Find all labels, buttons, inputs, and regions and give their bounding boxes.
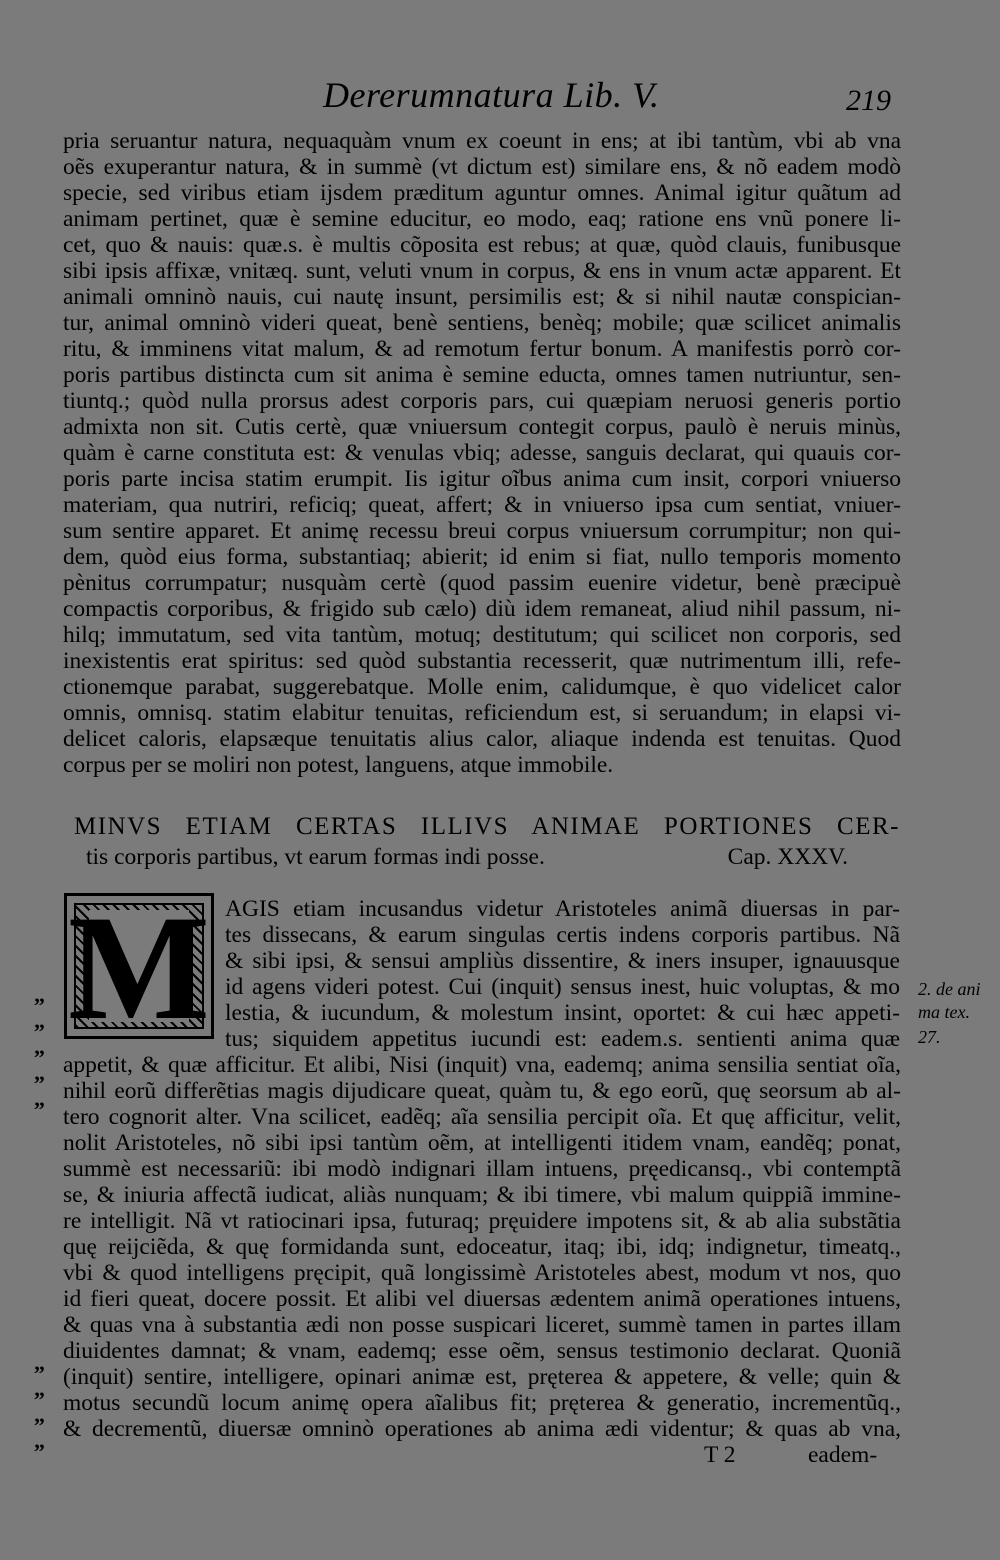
margin-note-line: ma tex. — [918, 1002, 970, 1022]
text-line: omnis, omnisq. statim elabitur tenuitas, reficiendum est, si seruandum; in elapsi vi- — [63, 700, 901, 726]
quote-mark: „ — [34, 1376, 45, 1401]
chapter-label: Cap. XXXV. — [727, 844, 848, 870]
text-line: sibi ipsis affixæ, vnitæq. sunt, veluti vnum in corpus, & ens in vnum actæ apparent. Et — [63, 258, 901, 284]
text-line: poris partibus distincta cum sit anima è semine educta, omnes tamen nutriuntur, sen- — [63, 362, 901, 388]
drop-cap — [64, 885, 214, 1051]
text-line: admixta non sit. Cutis certè, quæ vniuersum contegit corpus, paulò è neruis minùs, — [63, 414, 901, 440]
text-line: motus secundũ locum animę opera aĩalibus fit; pręterea & generatio, incrementũq., — [63, 1390, 901, 1416]
text-line: vbi & quod intelligens pręcipit, quã longissimè Aristoteles abest, modum vt nos, quo — [63, 1260, 901, 1286]
chapter-subheading-text: tis corporis partibus, vt earum formas indi posse. — [86, 844, 545, 870]
quote-mark: „ — [34, 1402, 45, 1427]
quote-mark: „ — [34, 1350, 45, 1375]
text-line: specie, sed viribus etiam ijsdem præditum aguntur omnes. Animal igitur quãtum ad — [63, 180, 901, 206]
text-line: poris parte incisa statim erumpit. Iis igitur oĩbus anima cum insit, corpori vniuerso — [63, 466, 901, 492]
running-header — [0, 74, 1000, 117]
text-line: tes dissecans, & earum singulas certis indens corporis partibus. Nã — [225, 922, 900, 948]
text-line: ctionemque parabat, suggerebatque. Molle enim, calidumque, è quo videlicet calor — [63, 674, 901, 700]
text-line: animam pertinet, quæ è semine educitur, eo modo, eaq; ratione ens vnũ ponere li- — [63, 206, 901, 232]
text-line: & quas vna à substantia ædi non posse suspicari liceret, summè tamen in partes illam — [63, 1312, 901, 1338]
text-line: cet, quo & nauis: quæ.s. è multis cõposita est rebus; at quæ, quòd clauis, funibusque — [63, 232, 901, 258]
chapter-heading: MINVS ETIAM CERTAS ILLIVS ANIMAE PORTIONES CER- — [74, 813, 900, 840]
text-line: oẽs exuperantur natura, & in summè (vt dictum est) similare ens, & nõ eadem modò — [63, 154, 901, 180]
quote-mark: „ — [34, 1034, 45, 1059]
quote-mark: „ — [34, 982, 45, 1007]
text-line: AGIS etiam incusandus videtur Aristoteles animã diuersas in par- — [225, 896, 900, 922]
text-line: appetit, & quæ afficitur. Et alibi, Nisi (inquit) vna, eademq; anima sensilia sentiat oĩa, — [63, 1052, 901, 1078]
quote-mark: „ — [34, 1008, 45, 1033]
text-line: tus; siquidem appetitus iucundi est: eadem.s. sentienti anima quæ — [225, 1026, 900, 1052]
text-line: quàm è carne constituta est: & venulas vbiq; adesse, sanguis declarat, qui quauis cor- — [63, 440, 901, 466]
catchword: eadem- — [808, 1442, 878, 1468]
text-line: ritu, & imminens vitat malum, & ad remotum fertur bonum. A manifestis porrò cor- — [63, 336, 901, 362]
text-line: dem, quòd eius forma, substantiaq; abierit; id enim si fiat, nullo temporis momento — [63, 544, 901, 570]
text-line: & decrementũ, diuersæ omninò operationes ab anima ædi videntur; & quas ab vna, — [63, 1416, 901, 1442]
text-line: re intelligit. Nã vt ratiocinari ipsa, futuraq; pręuidere impotens sit, & ab alia substãtia — [63, 1208, 901, 1234]
quote-mark: „ — [34, 1086, 45, 1111]
text-line: inexistentis erat spiritus: sed quòd substantia recesserit, quæ nutrimentum illi, refe- — [63, 648, 901, 674]
drop-cap-letter: M — [68, 885, 210, 1051]
text-line: tur, animal omninò videri queat, benè sentiens, benèq; mobile; quæ scilicet animalis — [63, 310, 901, 336]
signature-mark: T 2 — [704, 1442, 736, 1468]
text-line: tero cognorit alter. Vna scilicet, eadẽq; aĩa sensilia percipit oĩa. Et quę afficitur, velit, — [63, 1104, 901, 1130]
text-line: & sibi ipsi, & sensui ampliùs dissentire, & iners insuper, ignauusque — [225, 948, 900, 974]
text-line: se, & iniuria affectã iudicat, aliàs nunquam; & ibi timere, vbi malum quippiã immine- — [63, 1182, 901, 1208]
text-line: animali omninò nauis, cui nautę insunt, persimilis est; & si nihil nautæ conspician- — [63, 284, 901, 310]
text-line: nihil eorũ differẽtias magis dijudicare queat, quàm tu, & ego eorũ, quę seorsum ab al- — [63, 1078, 901, 1104]
margin-note-line: 27. — [918, 1027, 941, 1047]
text-line: sum sentire apparet. Et animę recessu breui corpus vniuersum corrumpitur; non qui- — [63, 518, 901, 544]
text-line: nolit Aristoteles, nõ sibi ipsi tantùm oẽm, at intelligenti itidem vnam, eandẽq; ponat, — [63, 1130, 901, 1156]
page-number: 219 — [846, 84, 891, 117]
text-line: corpus per se moliri non potest, languens, atque immobile. — [63, 752, 614, 778]
text-line: diuidentes damnat; & vnam, eademq; esse oẽm, sensus testimonio declarat. Quoniã — [63, 1338, 901, 1364]
text-line: compactis corporibus, & frigido sub cælo) diù idem remaneat, aliud nihil passum, ni- — [63, 596, 901, 622]
chapter-subheading — [86, 844, 848, 871]
text-line: hilq; immutatum, sed vita tantùm, motuq; destitutum; qui scilicet non corporis, sed — [63, 622, 901, 648]
text-line: id fieri queat, docere possit. Et alibi vel diuersas ædentem animã operationes intuens, — [63, 1286, 901, 1312]
text-line: materiam, qua nutriri, reficiq; queat, affert; & in vniuerso ipsa cum sentiat, vniuer- — [63, 492, 901, 518]
text-line: id agens videri potest. Cui (inquit) sensus inest, huic voluptas, & mo — [225, 974, 900, 1000]
running-title: Dererumnatura Lib. V. — [323, 75, 660, 115]
text-line: pènitus corrumpatur; nusquàm certè (quod passim euenire videtur, benè præcipuè — [63, 570, 901, 596]
text-line: (inquit) sentire, intelligere, opinari animæ est, pręterea & appetere, & velle; quin & — [63, 1364, 901, 1390]
text-line: pria seruantur natura, nequaquàm vnum ex coeunt in ens; at ibi tantùm, vbi ab vna — [63, 128, 901, 154]
text-line: summè est necessariũ: ibi modò indignari illam intuens, pręedicansq., vbi contemptã — [63, 1156, 901, 1182]
margin-note-line: 2. de ani — [918, 979, 981, 999]
quote-mark: „ — [34, 1060, 45, 1085]
text-line: quę reijciẽda, & quę formidanda sunt, edoceatur, itaq; ibi, idq; indignetur, timeatq., — [63, 1234, 901, 1260]
text-line: lestia, & iucundum, & molestum insint, oportet: & cui hæc appeti- — [225, 1000, 900, 1026]
text-line: delicet caloris, elapsæque tenuitatis alius calor, aliaque indenda est tenuitas. Quod — [63, 726, 901, 752]
quote-mark: „ — [34, 1428, 45, 1453]
text-line: tiuntq.; quòd nulla prorsus adest corporis pars, cui quæpiam neruosi generis portio — [63, 388, 901, 414]
